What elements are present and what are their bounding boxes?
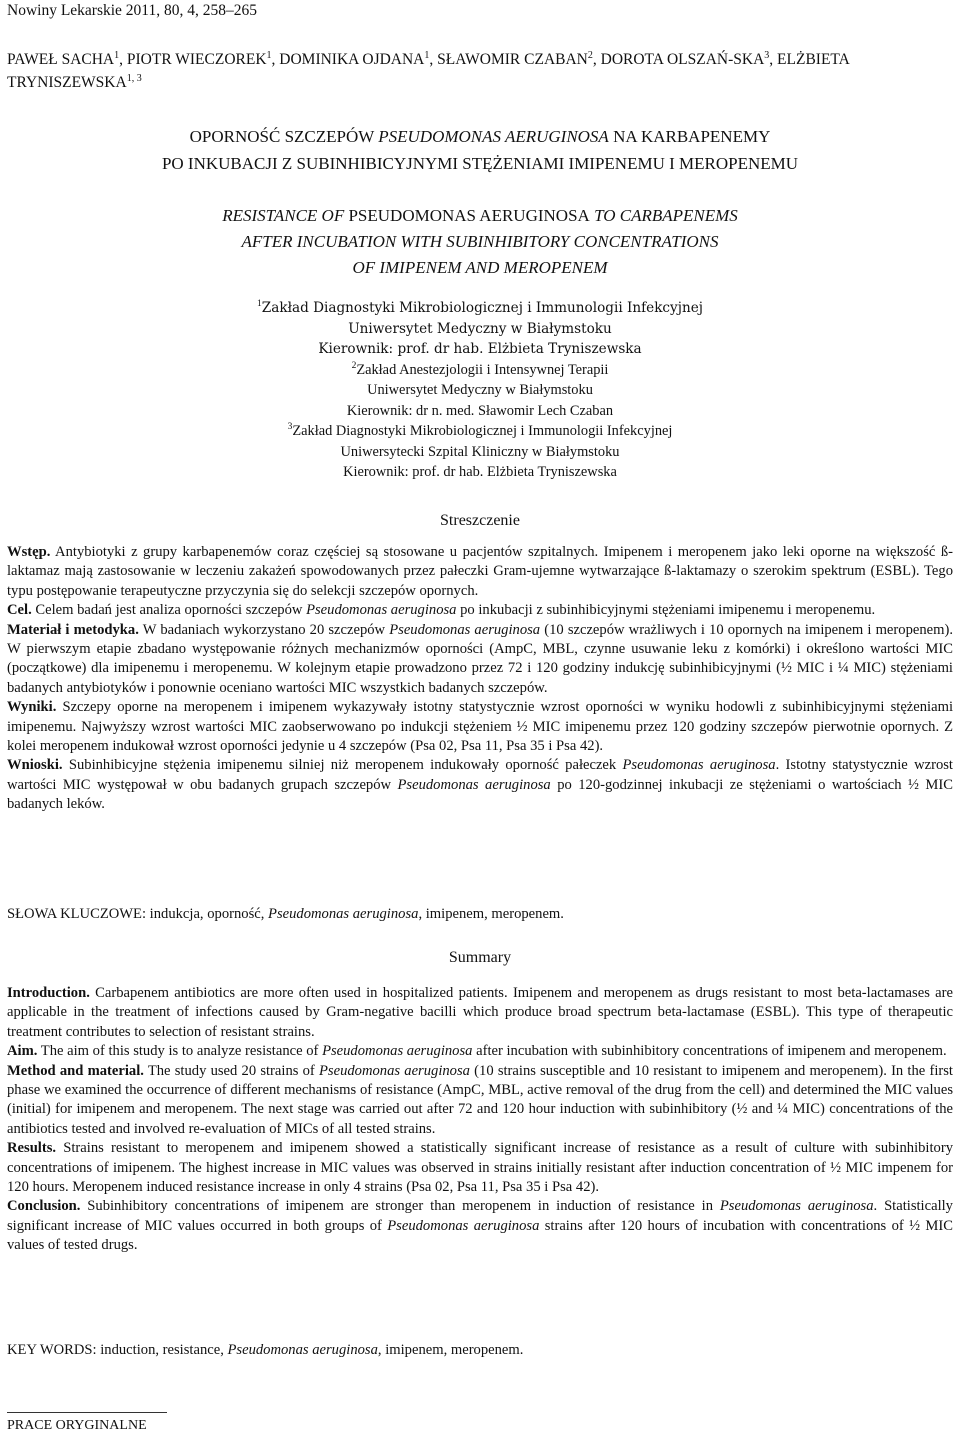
paragraph-text: The study used 20 strains of [143,1062,319,1079]
paragraph-text: (10 strains susceptible and 10 resistant to imipenem and meropenem). In the first phase we examined the occurrence of different mechanisms of resistance (AmpC, MBL, active removal of the drug from the cell) and determined the MIC values (initial) for imipenem and meropenem. The next stage was carried out after 72 and 120 hour induction with subinhibitory (½ and ¼ MIC) concentrations of the antibiotics tested and involved re-evaluation of MICs of all tested strains. [7,1062,953,1137]
paragraph-text: Subinhibitory concentrations of imipenem are stronger than meropenem in induction of resistance in [80,1198,720,1215]
paragraph-text: po 120-godzinnej inkubacji ze stężeniami o wartościach ½ MIC badanych leków. [7,776,953,813]
keywords-polish [7,905,953,924]
organism-name: Pseudomonas aeruginosa [306,602,457,619]
organism-name: Pseudomonas aeruginosa [622,757,776,774]
affiliation-head: Kierownik: prof. dr hab. Elżbieta Tryniszewska [343,464,617,480]
title-english [0,203,960,281]
keywords-text: KEY WORDS: induction, resistance, [7,1342,228,1358]
paragraph-text: The aim of this study is to analyze resistance of [37,1043,323,1060]
summary-body [7,984,953,1256]
title-text: NA KARBAPENEMY [608,127,771,146]
paragraph-label: Wnioski. [7,757,63,774]
author-affiliation-mark: 1 [266,49,272,61]
title-text: TO CARBAPENEMS [589,206,738,225]
affiliation-mark: 1 [257,299,262,310]
paragraph-label: Wyniki. [7,699,57,716]
title-polish [0,123,960,177]
paragraph-aim [7,1042,953,1061]
streszczenie-heading: Streszczenie [440,512,520,529]
paragraph-cel [7,601,953,620]
affiliation-head: Kierownik: dr n. med. Sławomir Lech Czaban [346,402,614,419]
paragraph-results [7,1139,953,1197]
organism-name: Pseudomonas aeruginosa [387,1217,540,1234]
organism-name: Pseudomonas aeruginosa [227,1342,378,1358]
organism-name: Pseudomonas aeruginosa [268,906,419,922]
paragraph-text: Antybiotyki z grupy karbapenemów coraz częściej są stosowane u pacjentów szpitalnych. Imipenem i meropenem jako leki oporne na większość ß-laktamaz mają zastosowanie w leczeniu zakażeń spowodowanych przez pałeczki Gram-ujemne wytwarzające ß-laktamazy o szerokim spektrum (ESBL). Tego typu postępowanie terapeutyczne przyczynia się do selekcji szczepów opornych. [7,544,953,599]
author-name: PAWEŁ SACHA [7,51,115,68]
footer-rule [7,1412,167,1413]
paragraph-text: Celem badań jest analiza oporności szczepów [31,602,307,619]
summary-heading: Summary [448,949,512,966]
keywords-english [7,1341,953,1360]
organism-name: Pseudomonas aeruginosa [322,1043,473,1060]
title-polish-line-2: PO INKUBACJI Z SUBINHIBICYJNYMI STĘŻENIAMI IMIPENEMU I MEROPENEMU [161,154,799,173]
title-organism: PSEUDOMONAS AERUGINOSA [348,206,590,225]
keywords-text: SŁOWA KLUCZOWE: indukcja, oporność, [7,906,269,922]
author-name: DOMINIKA OJDANA [279,51,425,68]
paragraph-label: Results. [7,1140,57,1157]
paragraph-label: Materiał i metodyka. [7,621,139,638]
keywords-text: , imipenem, meropenem. [377,1342,524,1358]
affiliation-mark: 3 [287,422,293,433]
paragraph-wyniki [7,698,953,756]
paragraph-text: strains after 120 hours of incubation with concentrations of ½ MIC values of tested drugs. [7,1217,953,1254]
affiliation-unit [0,298,960,319]
affiliation-unit-name: Zakład Diagnostyki Mikrobiologicznej i Immunologii Infekcyjnej [261,300,703,316]
paragraph-text: Szczepy oporne na meropenem i imipenem wykazywały istotny statystycznie wzrost oporności w wyniku hodowli z subinhibicyjnymi stężeniami imipenemu. Najwyższy wzrost wartości MIC zaobserwowano po indukcji stężeniem ½ MIC imipenemu przez 120 godziny szczepów pierwotnie opornych. Z kolei meropenem indukował wzrost oporności jedynie u 4 szczepów (Psa 02, Psa 11, Psa 35 i Psa 42). [7,699,953,755]
paragraph-conclusion [7,1197,953,1255]
paragraph-label: Cel. [7,602,32,619]
paragraph-method [7,1062,953,1140]
affiliation-university: Uniwersytet Medyczny w Białymstoku [367,382,593,398]
author-affiliation-mark: 1, 3 [126,72,142,84]
paragraph-label: Introduction. [7,985,90,1001]
streszczenie-body [7,543,953,815]
paragraph-introduction [7,984,953,1042]
affiliation-unit [0,421,960,442]
author-affiliation-mark: 3 [764,49,770,61]
affiliation-unit-name: Zakład Diagnostyki Mikrobiologicznej i Immunologii Infekcyjnej [292,423,673,439]
paragraph-text: Subinhibicyjne stężenia imipenemu silniej niż meropenem indukowały oporność pałeczek [62,757,623,774]
paragraph-label: Wstęp. [7,544,51,560]
paragraph-metody [7,621,953,699]
paragraph-text: W badaniach wykorzystano 20 szczepów [138,621,390,638]
paragraph-label: Conclusion. [7,1198,81,1215]
journal-citation: Nowiny Lekarskie 2011, 80, 4, 258–265 [7,2,257,19]
paragraph-text: . Istotny statystycznie wzrost wartości MIC występował w obu badanych grupach szczepów [7,757,953,793]
paragraph-wstep [7,543,953,601]
paragraph-text: after incubation with subinhibitory concentrations of imipenem and meropenem. [472,1043,947,1060]
keywords-text: , imipenem, meropenem. [418,906,564,922]
paragraph-text: Carbapenem antibiotics are more often used in hospitalized patients. Imipenem and meropenem as drugs resistant to most beta-lactamases are applicable in the treatment of infections caused by Gram-negative bacilli which produce broad spectrum beta-lactamase (ESBL). This type of therapeutic treatment contributes to selection of resistant strains. [7,985,953,1040]
affiliation-university: Uniwersytet Medyczny w Białymstoku [348,320,612,337]
title-text: OPORNOŚĆ SZCZEPÓW [189,127,379,146]
section-type-label: PRACE ORYGINALNE [7,1418,147,1433]
affiliation-unit-name: Zakład Anestezjologii i Intensywnej Terapii [356,361,609,378]
author-affiliation-mark: 1 [424,49,430,61]
title-english-line-1 [0,203,960,229]
author-name: ELŻBIETA TRYNISZEWSKA [7,51,849,91]
organism-name: Pseudomonas aeruginosa [719,1198,874,1215]
affiliation-university: Uniwersytecki Szpital Kliniczny w Białymstoku [340,443,620,460]
organism-name: Pseudomonas aeruginosa [389,621,541,638]
author-affiliation-mark: 1 [114,49,120,61]
author-name: PIOTR WIECZOREK [126,51,267,68]
author-name: DOROTA OLSZAŃ-SKA [600,51,765,68]
author-affiliation-mark: 2 [587,49,593,61]
title-english-line-3: OF IMIPENEM AND MEROPENEM [352,258,608,277]
paragraph-text: (10 szczepów wrażliwych i 10 opornych na imipenem i meropenem). W pierwszym etapie zbadano występowanie różnych mechanizmów oporności (AmpC, MBL, czynne usuwanie leku z komórki) i określono wartości MIC (początkowe) dla imipenemu i meropenemu. W kolejnym etapie prowadzono przez 72 i 120 godziny indukcję subinhibicyjnymi (½ MIC i ¼ MIC) stężeniami badanych antybiotyków i ponownie oceniano wartości MIC wszystkich badanych szczepów. [7,621,953,696]
paragraph-text: . Statistically significant increase of MIC values occurred in both groups of [7,1198,953,1234]
affiliation-head: Kierownik: prof. dr hab. Elżbieta Tryniszewska [318,341,642,357]
title-english-line-2: AFTER INCUBATION WITH SUBINHIBITORY CONCENTRATIONS [241,232,719,251]
paragraph-label: Aim. [7,1043,38,1060]
organism-name: Pseudomonas aeruginosa [397,776,551,793]
affiliation-mark: 2 [351,360,357,371]
author-list: PAWEŁ SACHA$^1$, PIOTR WIECZOREK$^1$, DOMINIKA OJDANA$^1$, SŁAWOMIR CZABAN$^2$, DOROTA OLSZAŃ-SKA$^3$, ELŻBIETA TRYNISZEWSKA$^{1, 3}$ [7,49,849,91]
affiliation-unit [0,360,960,381]
title-text: RESISTANCE OF [222,206,349,225]
paragraph-text: Strains resistant to meropenem and imipenem showed a statistically significant increase of resistance as a result of culture with subinhibitory concentrations of imipenem. The highest increase in MIC values was observed in strains initially resistant after induction concentration of ½ MIC impenem for 120 hours. Meropenem induced resistance increase in only 4 strains (Psa 02, Psa 11, Psa 35 i Psa 42). [7,1140,953,1196]
title-polish-line-1 [0,123,960,150]
paragraph-label: Method and material. [7,1062,144,1079]
paragraph-wnioski [7,756,953,814]
title-organism: PSEUDOMONAS AERUGINOSA [378,127,609,146]
author-name: SŁAWOMIR CZABAN [437,51,588,68]
affiliations [0,298,960,483]
organism-name: Pseudomonas aeruginosa [319,1062,470,1079]
paragraph-text: po inkubacji z subinhibicyjnymi stężeniami imipenemu i meropenemu. [456,602,876,619]
